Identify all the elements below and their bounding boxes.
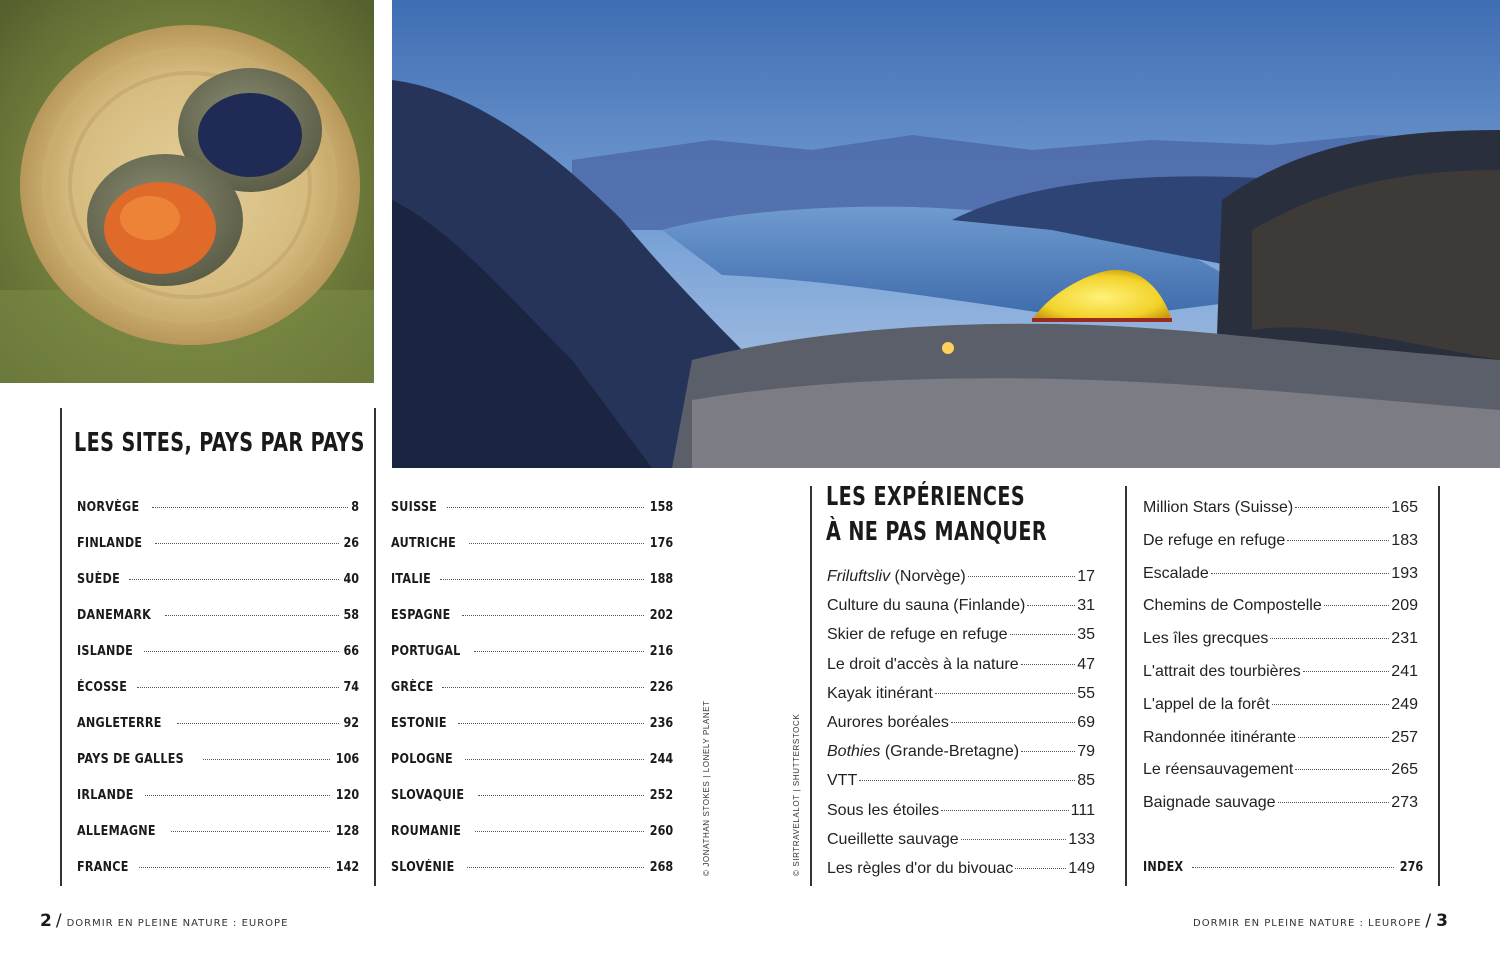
toc-experience-label [827, 714, 949, 732]
toc-page-number: 165 [1391, 499, 1418, 516]
toc-experience-label [827, 626, 1008, 644]
toc-leader-dots [440, 579, 644, 580]
toc-leader-dots [1211, 573, 1389, 574]
toc-countries-col1 [77, 500, 359, 880]
toc-experience-label-text: De refuge en refuge [1143, 531, 1286, 549]
toc-country-row [391, 500, 673, 520]
toc-leader-dots [475, 831, 644, 832]
toc-experience-row [827, 597, 1095, 617]
toc-page-number: 265 [1391, 761, 1418, 779]
toc-page-number: 40 [343, 572, 359, 587]
heading-experiences [826, 480, 1047, 550]
toc-country-label: ROUMANIE [391, 824, 462, 839]
toc-experience-label [827, 860, 1013, 878]
basket-berries-photo [0, 0, 374, 383]
toc-country-label: ITALIE [391, 572, 432, 587]
toc-page-number: 193 [1391, 564, 1418, 582]
toc-page-number: 149 [1068, 860, 1095, 877]
heading-experiences-line2: À NE PAS MANQUER [826, 517, 1048, 547]
toc-page-number: 257 [1391, 728, 1418, 746]
toc-experience-label-text: Million Stars (Suisse) [1143, 499, 1294, 516]
toc-experience-label-text: Randonnée itinérante [1143, 728, 1297, 746]
toc-experience-label [827, 568, 966, 586]
toc-country-row [391, 644, 673, 664]
toc-experience-label-text: Escalade [1143, 564, 1209, 582]
toc-leader-dots [961, 839, 1067, 840]
toc-country-row [391, 536, 673, 556]
toc-experience-row [827, 743, 1095, 763]
toc-country-label: SLOVAQUIE [391, 788, 465, 803]
toc-experience-row [1143, 597, 1418, 617]
toc-experiences-col2 [1143, 499, 1418, 829]
mountain-camp-photo [392, 0, 1500, 468]
toc-country-row [391, 824, 673, 844]
toc-leader-dots [478, 795, 644, 796]
toc-page-number: 26 [343, 536, 359, 551]
toc-country-label: SLOVÉNIE [391, 860, 455, 875]
toc-experience-label-text: (Grande-Bretagne) [880, 743, 1020, 761]
toc-experience-label-text: Skier de refuge en refuge [827, 626, 1008, 644]
toc-leader-dots [1324, 605, 1390, 606]
toc-country-row [77, 788, 359, 808]
toc-country-label: IRLANDE [77, 788, 134, 803]
toc-experience-label [1143, 630, 1268, 648]
toc-leader-dots [203, 759, 329, 760]
toc-experience-row [827, 802, 1095, 822]
toc-page-number: 231 [1391, 630, 1418, 648]
toc-experience-label [827, 802, 939, 820]
toc-experience-label [827, 831, 959, 849]
toc-country-label: NORVÈGE [77, 500, 140, 515]
toc-page-number: 55 [1077, 684, 1095, 702]
toc-country-row [77, 824, 359, 844]
toc-country-row [77, 680, 359, 700]
photo-credit-left: © JONATHAN STOKES | LONELY PLANET [702, 700, 711, 876]
toc-leader-dots [859, 780, 1075, 781]
toc-experience-label [1143, 729, 1296, 747]
toc-index-row [1143, 860, 1423, 880]
toc-experience-row [1143, 565, 1418, 585]
toc-experience-label-text: Le droit d'accès à la nature [827, 655, 1019, 673]
toc-experience-label-text: (Norvège) [890, 568, 966, 585]
toc-experience-row [1143, 499, 1418, 519]
footer-right [1193, 911, 1448, 931]
toc-experience-label-text: Chemins de Compostelle [1143, 597, 1322, 615]
toc-index [1143, 860, 1423, 882]
toc-leader-dots [1278, 802, 1390, 803]
toc-country-row [77, 716, 359, 736]
toc-leader-dots [177, 723, 338, 724]
toc-page-number: 241 [1391, 663, 1418, 680]
divider-exp-mid [1125, 486, 1127, 886]
toc-experience-label-text: Culture du sauna (Finlande) [827, 597, 1026, 615]
toc-leader-dots [467, 867, 644, 868]
running-title-left: DORMIR EN PLEINE NATURE : EUROPE [66, 918, 289, 929]
toc-leader-dots [465, 759, 644, 760]
toc-page-number: 120 [335, 788, 359, 803]
toc-experience-row [827, 685, 1095, 705]
toc-page-number: 92 [343, 716, 359, 731]
toc-experience-label-text: Kayak itinérant [827, 684, 933, 702]
toc-page-number: 260 [649, 824, 673, 839]
toc-country-row [391, 716, 673, 736]
toc-country-row [391, 752, 673, 772]
toc-experience-row [827, 831, 1095, 851]
toc-experience-label-text: L'appel de la forêt [1143, 695, 1270, 713]
toc-page-number: 133 [1068, 830, 1095, 848]
toc-page-number: 252 [649, 788, 673, 803]
toc-leader-dots [447, 507, 644, 508]
toc-leader-dots [1270, 638, 1389, 639]
toc-experience-row [827, 656, 1095, 676]
toc-page-number: 183 [1391, 531, 1418, 549]
toc-country-row [77, 536, 359, 556]
toc-page-number: 142 [335, 860, 359, 875]
footer-slash-left: / [55, 911, 63, 931]
toc-experience-label [1143, 597, 1322, 615]
toc-experience-label [1143, 696, 1270, 714]
toc-country-label: ALLEMAGNE [77, 824, 156, 839]
toc-experience-label-text: Aurores boréales [827, 714, 949, 731]
toc-leader-dots [152, 507, 348, 508]
toc-experience-row [827, 714, 1095, 734]
toc-country-label: SUISSE [391, 500, 438, 515]
basket-berries-image [0, 0, 374, 383]
toc-index-label: INDEX [1143, 860, 1184, 875]
toc-country-row [391, 860, 673, 880]
toc-leader-dots [165, 615, 339, 616]
footer-left [40, 911, 288, 931]
toc-page-number: 35 [1077, 626, 1095, 644]
toc-page-number: 244 [649, 752, 673, 767]
toc-experience-label [1143, 794, 1276, 812]
toc-experience-label-text: Les îles grecques [1143, 630, 1269, 648]
toc-leader-dots [145, 795, 330, 796]
toc-country-row [391, 788, 673, 808]
toc-leader-dots [1298, 737, 1389, 738]
toc-experiences-col1 [827, 568, 1095, 888]
toc-page-number: 268 [649, 860, 673, 875]
toc-page-number: 79 [1077, 743, 1095, 761]
mountain-camp-image [392, 0, 1500, 468]
toc-leader-dots [1027, 605, 1075, 606]
toc-page-number: 176 [649, 536, 673, 551]
toc-experience-label-text: Les règles d'or du bivouac [827, 860, 1014, 877]
toc-experience-row [827, 772, 1095, 792]
toc-experience-label-italic: Bothies [827, 743, 881, 761]
toc-leader-dots [1021, 751, 1075, 752]
toc-page-number: 249 [1391, 695, 1418, 713]
toc-leader-dots [137, 687, 339, 688]
toc-country-label: ÉCOSSE [77, 680, 128, 695]
toc-leader-dots [1192, 867, 1394, 868]
toc-leader-dots [968, 576, 1076, 577]
toc-country-row [77, 860, 359, 880]
toc-country-row [77, 500, 359, 520]
toc-experience-label-text: Cueillette sauvage [827, 830, 959, 848]
footer-slash-right: / [1425, 911, 1433, 931]
toc-leader-dots [155, 543, 339, 544]
toc-country-label: ISLANDE [77, 644, 134, 659]
toc-country-row [77, 608, 359, 628]
toc-experience-row [1143, 794, 1418, 814]
toc-country-label: AUTRICHE [391, 536, 457, 551]
toc-experience-row [827, 860, 1095, 880]
toc-country-label: GRÈCE [391, 680, 434, 695]
toc-page-number: 202 [649, 608, 673, 623]
toc-leader-dots [129, 579, 339, 580]
toc-country-label: FINLANDE [77, 536, 143, 551]
divider-exp-col [810, 486, 812, 886]
toc-leader-dots [1010, 634, 1076, 635]
toc-experience-row [827, 568, 1095, 588]
toc-leader-dots [144, 651, 339, 652]
toc-leader-dots [139, 867, 330, 868]
toc-page-number: 66 [343, 644, 359, 659]
toc-country-row [77, 752, 359, 772]
toc-experience-label-text: L'attrait des tourbières [1143, 663, 1301, 680]
toc-experience-label [1143, 499, 1293, 517]
toc-country-label: ESTONIE [391, 716, 447, 731]
running-title-right: DORMIR EN PLEINE NATURE : LEUROPE [1193, 918, 1422, 929]
toc-page-number: 31 [1077, 597, 1095, 615]
toc-country-label: DANEMARK [77, 608, 152, 623]
toc-page-number: 106 [335, 752, 359, 767]
toc-experience-label [1143, 532, 1285, 550]
toc-leader-dots [1021, 664, 1076, 665]
toc-experience-row [1143, 729, 1418, 749]
toc-leader-dots [1272, 704, 1390, 705]
toc-experience-label-text: Baignade sauvage [1143, 794, 1276, 812]
toc-country-row [391, 608, 673, 628]
toc-country-label: POLOGNE [391, 752, 453, 767]
toc-experience-label [1143, 663, 1301, 681]
toc-experience-label [827, 656, 1019, 674]
page-number-left: 2 [40, 911, 52, 931]
toc-experience-label-text: Le réensauvagement [1143, 761, 1294, 779]
toc-experience-label [827, 743, 1019, 761]
toc-leader-dots [469, 543, 644, 544]
toc-page-number: 47 [1077, 655, 1095, 673]
toc-leader-dots [1015, 868, 1066, 869]
toc-leader-dots [1295, 769, 1389, 770]
toc-experience-row [1143, 696, 1418, 716]
toc-country-row [77, 644, 359, 664]
toc-page-number: 209 [1391, 597, 1418, 615]
divider-right-edge [1438, 486, 1440, 886]
toc-leader-dots [951, 722, 1075, 723]
toc-page-number: 128 [335, 824, 359, 839]
toc-experience-row [1143, 532, 1418, 552]
toc-countries-col2 [391, 500, 673, 880]
toc-experience-row [1143, 663, 1418, 683]
toc-experience-label [827, 772, 857, 790]
toc-experience-label-italic: Friluftsliv [827, 568, 891, 585]
toc-page-number: 111 [1070, 801, 1095, 819]
toc-experience-label [1143, 565, 1209, 583]
toc-leader-dots [474, 651, 644, 652]
toc-page-number: 188 [649, 572, 673, 587]
toc-page-number: 69 [1077, 714, 1095, 731]
toc-page-number: 74 [343, 680, 359, 695]
toc-index-page: 276 [1399, 860, 1423, 875]
toc-country-label: PORTUGAL [391, 644, 461, 659]
toc-leader-dots [1287, 540, 1389, 541]
toc-page-number: 216 [649, 644, 673, 659]
toc-leader-dots [935, 693, 1075, 694]
toc-experience-row [827, 626, 1095, 646]
toc-experience-row [1143, 630, 1418, 650]
toc-leader-dots [941, 810, 1069, 811]
divider-mid-col [374, 408, 376, 886]
toc-leader-dots [1303, 671, 1389, 672]
toc-page-number: 158 [649, 500, 673, 515]
toc-page-number: 17 [1077, 568, 1095, 585]
toc-leader-dots [458, 723, 644, 724]
toc-page-number: 8 [351, 500, 359, 515]
toc-leader-dots [1295, 507, 1389, 508]
toc-page-number: 273 [1391, 794, 1418, 812]
page-number-right: 3 [1436, 911, 1448, 931]
photo-credit-right: © SIRTRAVELALOT | SHUTTERSTOCK [792, 713, 801, 876]
toc-leader-dots [442, 687, 643, 688]
toc-country-label: ANGLETERRE [77, 716, 162, 731]
toc-experience-label [827, 685, 933, 703]
toc-country-row [391, 680, 673, 700]
toc-experience-row [1143, 761, 1418, 781]
toc-experience-label [1143, 761, 1293, 779]
heading-sites-by-country: LES SITES, PAYS PAR PAYS [74, 428, 365, 458]
divider-left-col [60, 408, 62, 886]
toc-experience-label-text: Sous les étoiles [827, 801, 940, 819]
toc-country-label: PAYS DE GALLES [77, 752, 184, 767]
toc-country-row [77, 572, 359, 592]
heading-experiences-line1: LES EXPÉRIENCES [826, 482, 1026, 512]
toc-page-number: 236 [649, 716, 673, 731]
toc-country-label: SUÈDE [77, 572, 120, 587]
toc-page-number: 58 [343, 608, 359, 623]
toc-country-row [391, 572, 673, 592]
toc-page-number: 85 [1077, 772, 1095, 790]
toc-page-number: 226 [649, 680, 673, 695]
toc-leader-dots [171, 831, 330, 832]
toc-experience-label [827, 597, 1025, 615]
toc-experience-label-text: VTT [827, 772, 858, 790]
toc-leader-dots [462, 615, 644, 616]
toc-country-label: FRANCE [77, 860, 129, 875]
toc-country-label: ESPAGNE [391, 608, 451, 623]
